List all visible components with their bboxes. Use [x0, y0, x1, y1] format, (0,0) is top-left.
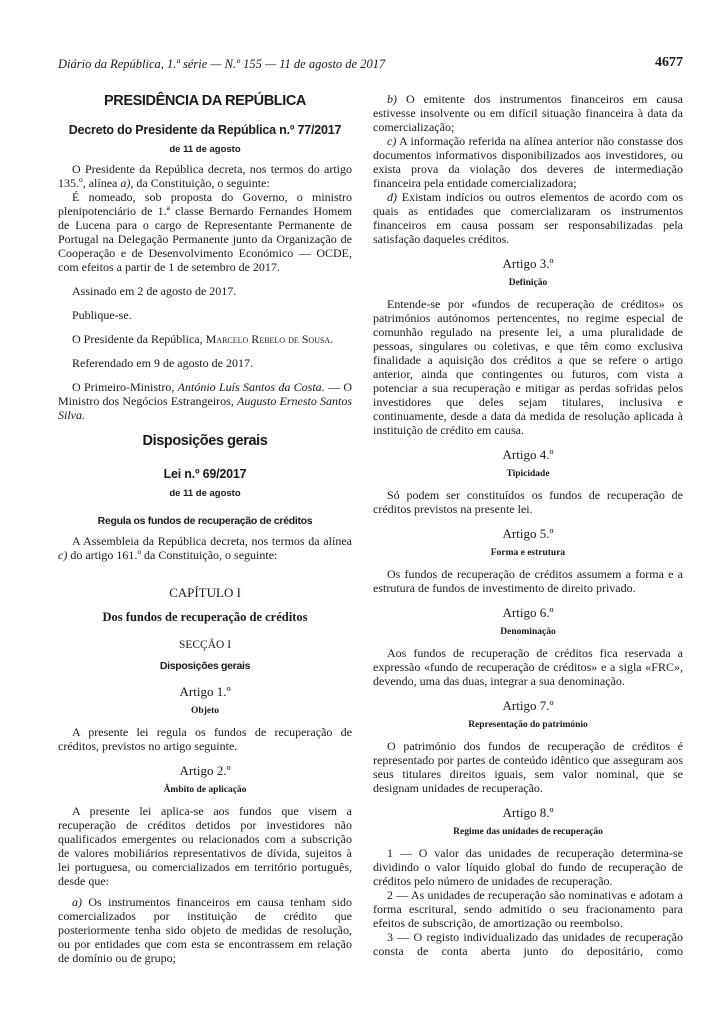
article-number: Artigo 7.º — [502, 698, 554, 713]
text-italic: c) — [58, 548, 68, 562]
running-header: Diário da República, 1.ª série — N.º 155 — 11 de agosto de 2017 — [58, 57, 386, 71]
item-marker: c) — [387, 134, 397, 148]
article-paragraph: 1 — O valor das unidades de recuperação determina-se dividindo o valor líquido global do fundo de recuperação de créditos pelo número de unidades de recuperação. — [373, 846, 683, 888]
article-number: Artigo 5.º — [502, 526, 554, 541]
law-title: Lei n.º 69/2017 — [163, 467, 247, 481]
article-title: Objeto — [191, 706, 219, 716]
text: O Primeiro-Ministro, — [72, 380, 178, 394]
decree-title: Decreto do Presidente da República n.º 77/2017 — [68, 123, 342, 137]
article-item — [373, 190, 683, 246]
article-paragraph: Os fundos de recuperação de créditos assumem a forma e a estrutura de fundos de investimento de direito privado. — [373, 567, 683, 595]
item-marker: a) — [72, 895, 82, 909]
law-date: de 11 de agosto — [169, 488, 241, 499]
chapter-title: Dos fundos de recuperação de créditos — [102, 610, 308, 624]
item-text: Existam indícios ou outros elementos de acordo com os quais as entidades que comercializaram os instrumentos financeiros em causa possam ser responsabilizadas pela satisfação daqueles créditos. — [373, 190, 683, 246]
article-title: Forma e estrutura — [490, 548, 566, 558]
article-title: Representação do património — [468, 720, 588, 730]
decree-paragraph: É nomeado, sob proposta do Governo, o ministro plenipotenciário de 1.ª classe Bernardo Fernandes Homem de Lucena para o cargo de Representante Permanente de Portugal na Delegação Permanente junto da Organização de Cooperação e de Desenvolvimento Económico — OCDE, com efeitos a partir de 1 de setembro de 2017. — [58, 190, 352, 274]
right-column — [373, 92, 683, 958]
article-paragraph: Entende-se por «fundos de recuperação de créditos» os patrimónios autónomos pertencentes, no regime especial de comunhão regulado na presente lei, a uma pluralidade de pessoas, singulares ou coletivas, e que têm como exclusiva finalidade a aquisição dos créditos a que se refere o artigo anterior, ainda que contingentes ou futuros, com vista a potenciar a sua recuperação e mitigar as perdas sofridas pelos investidores que deles sejam titulares, inclusiva e continuamente, desde a data da medida de resolução aplicada à instituição de crédito em causa. — [373, 297, 683, 437]
text: . — [330, 332, 334, 346]
section-heading: SECÇÃO I — [178, 639, 232, 651]
text: A Assembleia da República decreta, nos termos da alínea — [72, 534, 352, 548]
item-marker: b) — [387, 92, 397, 106]
section-title: Disposições gerais — [159, 660, 251, 672]
section-title: PRESIDÊNCIA DA REPÚBLICA — [103, 93, 306, 109]
article-paragraph: 3 — O registo individualizado das unidades de recuperação consta de conta aberta junto do depositário, como — [373, 930, 683, 958]
article-number: Artigo 8.º — [502, 805, 554, 820]
chapter-heading: CAPÍTULO I — [169, 585, 241, 600]
signed-date: Assinado em 2 de agosto de 2017. — [72, 284, 237, 298]
article-paragraph: A presente lei regula os fundos de recuperação de créditos, previstos no artigo seguinte. — [58, 725, 352, 753]
article-paragraph: Aos fundos de recuperação de créditos fica reservada a expressão «fundo de recuperação de créditos» e a sigla «FRC», devendo, uma das duas, integrar a sua denominação. — [373, 646, 683, 688]
article-paragraph: Só podem ser constituídos os fundos de recuperação de créditos previstos na presente lei. — [373, 488, 683, 516]
text: O Ministro dos Negócios Estrangeiros, — [58, 380, 353, 408]
text-italic: a) — [120, 176, 131, 190]
article-number: Artigo 4.º — [502, 447, 554, 462]
item-text: Os instrumentos financeiros em causa tenham sido comercializados por instituição de crédito que posteriormente tenha sido objeto de medidas de resolução, ou por entidades que com esta se encontrassem em relação de domínio ou de grupo; — [58, 895, 352, 965]
text: O Presidente da República decreta, nos termos do artigo 135.º, alínea — [58, 162, 352, 190]
article-item — [373, 92, 683, 134]
article-paragraph: O património dos fundos de recuperação de créditos é representado por partes de conteúdo idêntico que asseguram aos seus titulares direitos iguais, sem valor nominal, que se designam unidades de recuperação. — [373, 739, 683, 795]
article-number: Artigo 1.º — [179, 684, 231, 699]
article-paragraph: 2 — As unidades de recuperação são nominativas e adotam a forma escritural, sendo admitido o seu fracionamento para efeitos de subscrição, de amortização ou reembolso. — [373, 888, 683, 930]
referendado-line: Referendado em 9 de agosto de 2017. — [72, 356, 253, 370]
decree-paragraph — [58, 162, 352, 190]
ministers-signatures — [58, 380, 352, 422]
text: do artigo 161.º da Constituição, o seguinte: — [67, 548, 278, 562]
text: — — [324, 380, 344, 394]
article-title: Âmbito de aplicação — [163, 785, 247, 795]
law-summary: Regula os fundos de recuperação de créditos — [97, 515, 313, 527]
article-title: Tipicidade — [506, 469, 550, 479]
assembleia-section — [58, 432, 352, 965]
law-intro — [58, 534, 352, 562]
item-marker: d) — [387, 190, 397, 204]
item-text: A informação referida na alínea anterior não constasse dos documentos informativos disponibilizados aos investidores, ou exista prova da violação dos deveres de intermediação financeira pela entidade comercializadora; — [373, 134, 683, 190]
article-title: Regime das unidades de recuperação — [453, 827, 603, 837]
article-number: Artigo 3.º — [502, 256, 554, 271]
president-name: Marcelo Rebelo de Sousa — [205, 332, 331, 346]
text: O Presidente da República, — [72, 332, 206, 346]
text: , da Constituição, o seguinte: — [130, 176, 270, 190]
item-text: O emitente dos instrumentos financeiros em causa estivesse insolvente ou em difícil situação financeira à data da comercialização; — [373, 92, 683, 134]
president-signature — [58, 332, 352, 346]
presidencia-section — [58, 92, 352, 422]
page-number: 4677 — [655, 55, 683, 70]
section-title: Disposições gerais — [142, 433, 268, 449]
article-number: Artigo 6.º — [502, 605, 554, 620]
article-number: Artigo 2.º — [179, 763, 231, 778]
decree-date: de 11 de agosto — [169, 144, 241, 155]
article-item — [373, 134, 683, 190]
article-paragraph: A presente lei aplica-se aos fundos que visem a recuperação de créditos detidos por investidores não qualificados emergentes ou relacionados com a subscrição de valores mobiliários representativos de dívida, sujeitos à lei portuguesa, ou comercializados em território português, desde que: — [58, 804, 352, 888]
article-title: Definição — [508, 278, 548, 288]
publish-line: Publique-se. — [72, 308, 132, 322]
article-title: Denominação — [500, 627, 556, 637]
article-item — [58, 895, 352, 965]
mne-name: Augusto Ernesto Santos Silva. — [58, 394, 353, 422]
pm-name: António Luís Santos da Costa. — [177, 380, 325, 394]
